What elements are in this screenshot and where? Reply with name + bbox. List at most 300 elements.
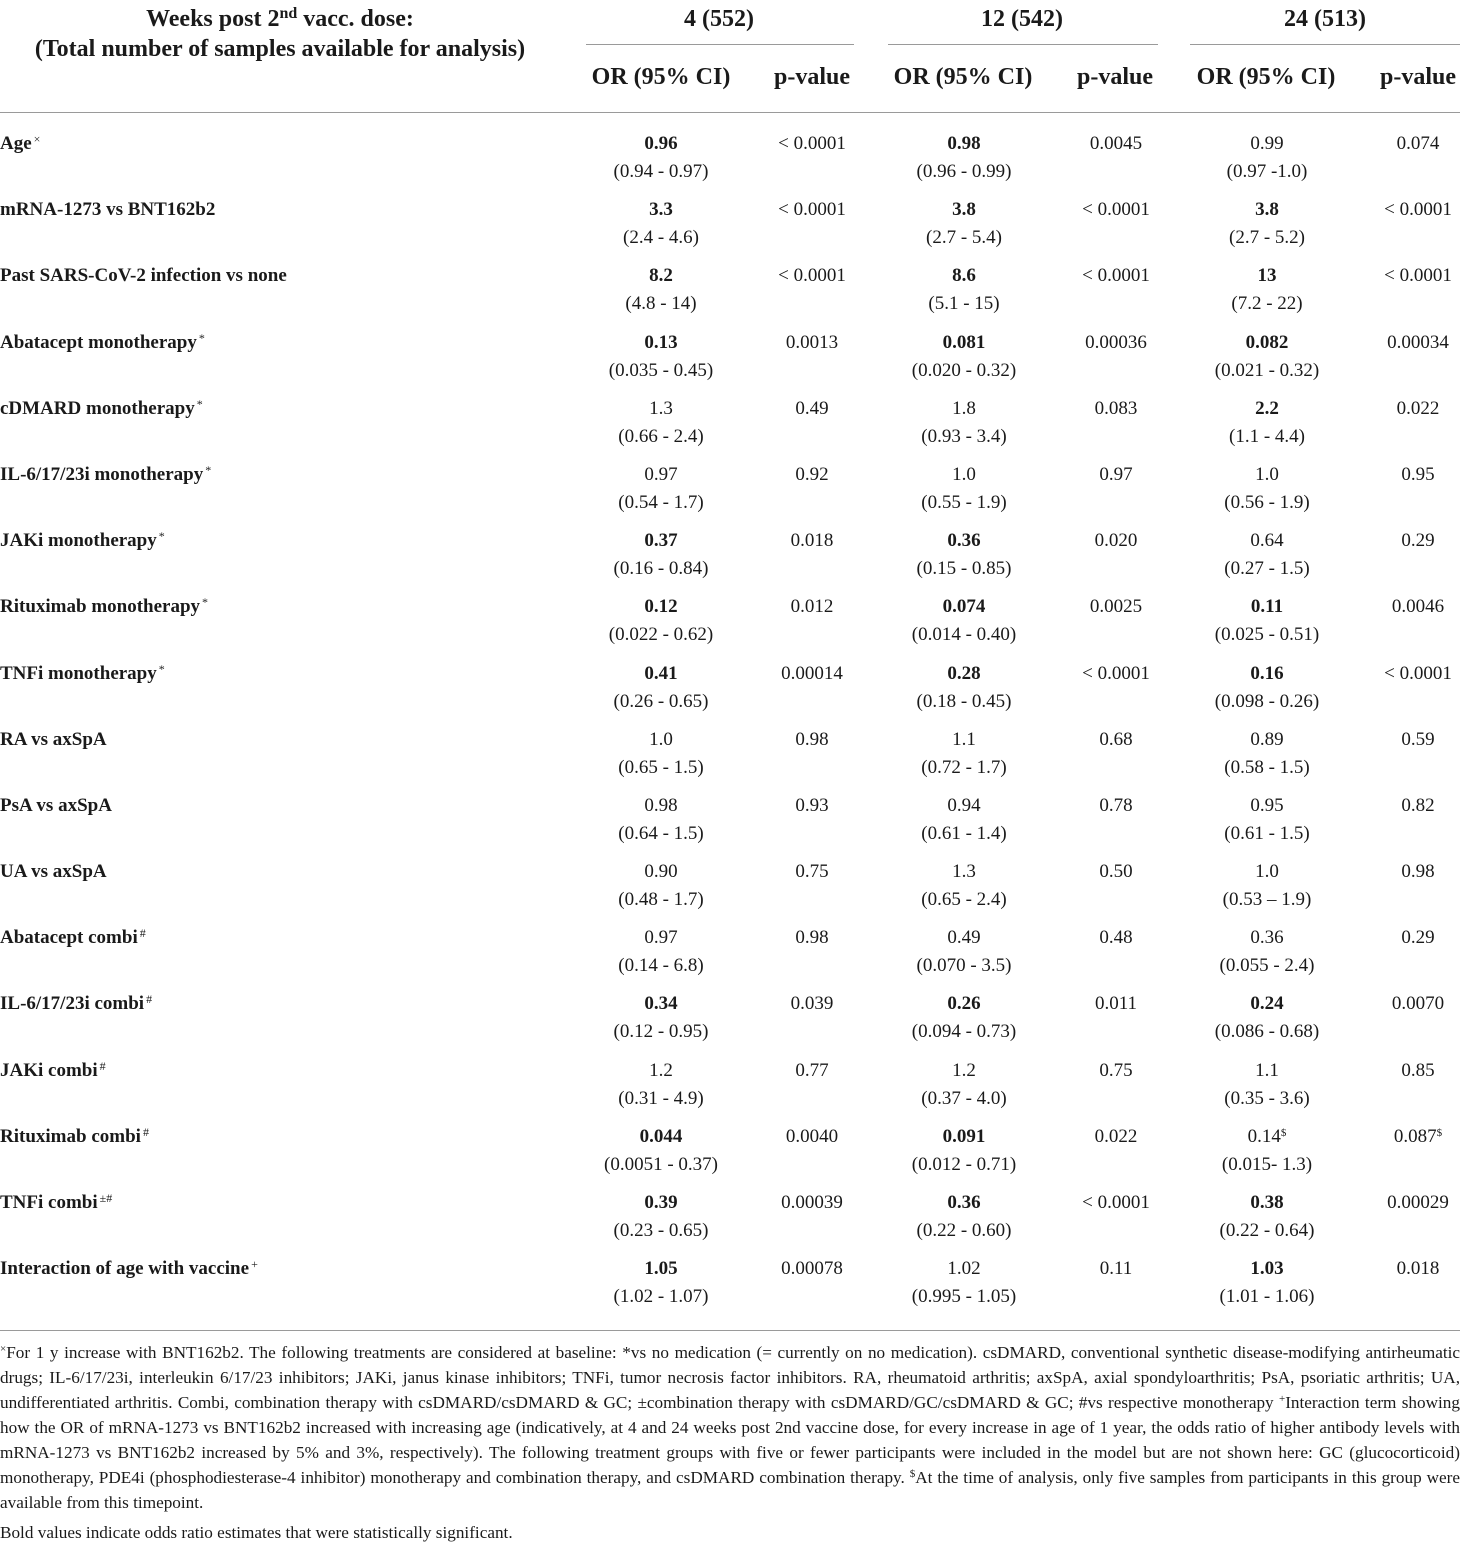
table-row	[0, 327, 1460, 393]
or-cell	[576, 990, 746, 1046]
or-cell	[879, 1057, 1049, 1113]
or-estimate	[1182, 858, 1352, 886]
or-cell	[879, 792, 1049, 848]
p-value: 0.0070	[1391, 993, 1445, 1015]
or-value: 0.26	[947, 993, 981, 1015]
p-value-cell	[1056, 660, 1176, 688]
or-cell	[1182, 262, 1352, 318]
p-value: 0.00078	[781, 1258, 843, 1280]
or-cell	[576, 726, 746, 782]
ci-range: (0.025 - 0.51)	[1214, 624, 1320, 646]
or-value: 1.2	[952, 1059, 976, 1081]
p-value-cell	[752, 726, 872, 754]
or-value: 0.95	[1250, 794, 1284, 816]
or-value: 0.98	[644, 794, 678, 816]
row-label	[0, 463, 211, 487]
or-cell	[576, 1189, 746, 1245]
p-value-cell	[1358, 130, 1460, 158]
ci-range: (0.53 – 1.9)	[1222, 889, 1312, 911]
table-row	[0, 591, 1460, 657]
or-value: 0.98	[947, 133, 981, 154]
or-cell	[879, 990, 1049, 1046]
or-cell	[1182, 130, 1352, 186]
p-value-cell	[1358, 395, 1460, 423]
or-cell	[879, 593, 1049, 649]
col-header-p: p-value	[773, 64, 850, 90]
p-value-cell	[1056, 262, 1176, 290]
or-value: 0.37	[644, 530, 678, 552]
or-cell	[576, 130, 746, 186]
or-estimate	[1182, 1255, 1352, 1283]
p-value-cell	[1358, 1123, 1460, 1151]
or-value: 8.2	[649, 265, 673, 287]
ci-range: (0.97 -1.0)	[1226, 161, 1308, 182]
row-label-text: IL-6/17/23i monotherapy	[0, 463, 204, 485]
or-estimate	[576, 924, 746, 952]
table-row	[0, 1121, 1460, 1187]
or-value: 3.8	[952, 199, 976, 221]
p-value-cell	[752, 196, 872, 224]
ci-range: (4.8 - 14)	[625, 293, 697, 315]
or-value: 0.97	[644, 463, 678, 485]
row-label	[0, 794, 112, 818]
p-value: 0.022	[1094, 1125, 1138, 1147]
group-underline	[586, 44, 854, 45]
p-value: 0.00034	[1387, 331, 1449, 353]
row-label-text: TNFi combi	[0, 1192, 98, 1213]
row-label-text: RA vs axSpA	[0, 728, 107, 750]
p-value-cell	[1056, 990, 1176, 1018]
or-value: 1.05	[644, 1258, 678, 1280]
or-value: 0.41	[644, 662, 678, 684]
p-value: 0.00039	[781, 1192, 843, 1213]
p-value-cell	[1056, 1123, 1176, 1151]
col-header-p: p-value	[1076, 64, 1153, 90]
or-estimate	[576, 130, 746, 158]
row-label-text: Rituximab monotherapy	[0, 596, 201, 618]
p-value: 0.29	[1401, 927, 1435, 949]
p-value-cell	[1056, 1255, 1176, 1283]
p-value-cell	[1358, 262, 1460, 290]
p-value-cell	[1056, 1189, 1176, 1217]
ci-range: (0.27 - 1.5)	[1224, 558, 1310, 580]
p-value: < 0.0001	[1082, 265, 1150, 287]
p-value: 0.018	[790, 530, 834, 552]
or-estimate	[879, 593, 1049, 621]
p-value: 0.98	[795, 728, 829, 750]
or-estimate	[1182, 262, 1352, 290]
p-value-cell	[752, 858, 872, 886]
or-cell	[1182, 990, 1352, 1046]
col-header-or: OR (95% CI)	[893, 64, 1033, 90]
p-value-cell	[1056, 792, 1176, 820]
row-label-text: Rituximab combi	[0, 1125, 141, 1147]
or-value: 0.082	[1245, 331, 1289, 353]
or-value: 1.3	[952, 861, 976, 883]
ci-range: (0.58 - 1.5)	[1224, 756, 1310, 778]
p-value-cell	[752, 395, 872, 423]
or-value: 1.2	[649, 1059, 673, 1081]
ci-range: (0.16 - 0.84)	[613, 558, 709, 580]
ci-range: (2.7 - 5.2)	[1229, 227, 1305, 249]
or-value: 0.14	[1247, 1125, 1281, 1147]
or-cell	[576, 858, 746, 914]
ci-range: (0.12 - 0.95)	[613, 1021, 709, 1043]
or-cell	[1182, 1255, 1352, 1311]
or-estimate	[1182, 593, 1352, 621]
ci-range: (0.18 - 0.45)	[916, 690, 1012, 712]
or-value: 1.0	[952, 463, 976, 485]
ci-range: (5.1 - 15)	[928, 293, 1000, 315]
or-value: 1.02	[947, 1258, 981, 1280]
ci-range: (0.61 - 1.5)	[1224, 822, 1310, 844]
or-value: 0.49	[947, 927, 981, 949]
or-estimate	[1182, 329, 1352, 357]
group-underline	[1190, 44, 1460, 45]
or-estimate	[576, 593, 746, 621]
or-estimate	[1182, 1189, 1352, 1217]
or-estimate	[1182, 792, 1352, 820]
ci-range: (0.48 - 1.7)	[618, 889, 704, 911]
p-value-cell	[752, 262, 872, 290]
p-value-cell	[1358, 1057, 1460, 1085]
p-value-cell	[1358, 527, 1460, 555]
or-estimate	[1182, 1057, 1352, 1085]
row-label	[0, 198, 215, 222]
or-value: 0.091	[942, 1125, 986, 1147]
or-cell	[1182, 461, 1352, 517]
or-cell	[576, 527, 746, 583]
table-row	[0, 128, 1460, 194]
p-value-cell	[752, 461, 872, 489]
p-value: 0.0046	[1391, 596, 1445, 618]
p-value: 0.98	[1401, 861, 1435, 883]
or-footnote-mark: $	[1280, 1126, 1287, 1139]
row-label-mark: #	[139, 926, 146, 941]
or-cell	[879, 858, 1049, 914]
or-cell	[879, 130, 1049, 186]
or-cell	[1182, 593, 1352, 649]
p-value: 0.074	[1396, 133, 1440, 154]
or-value: 0.36	[1250, 927, 1284, 949]
row-label-text: TNFi monotherapy	[0, 662, 157, 684]
or-estimate	[1182, 196, 1352, 224]
p-value-cell	[1056, 726, 1176, 754]
or-value: 0.99	[1250, 133, 1284, 154]
or-cell	[1182, 1057, 1352, 1113]
ci-range: (0.54 - 1.7)	[618, 491, 704, 513]
row-label-text: Abatacept combi	[0, 927, 138, 949]
ci-range: (0.035 - 0.45)	[608, 359, 714, 381]
or-value: 2.2	[1255, 397, 1279, 419]
group-header-4wk: 4 (552)	[684, 6, 754, 32]
p-value: 0.0040	[785, 1125, 839, 1147]
or-estimate	[879, 726, 1049, 754]
table-row	[0, 922, 1460, 988]
or-cell	[879, 329, 1049, 385]
ci-range: (0.35 - 3.6)	[1224, 1087, 1310, 1109]
or-cell	[576, 924, 746, 980]
or-value: 0.28	[947, 662, 981, 684]
or-cell	[879, 1255, 1049, 1311]
or-estimate	[879, 858, 1049, 886]
header-divider	[0, 112, 1460, 113]
bold-values-note: Bold values indicate odds ratio estimates that were statistically significant.	[0, 1523, 513, 1542]
row-label-text: IL-6/17/23i combi	[0, 993, 145, 1015]
row-label-text: Past SARS-CoV-2 infection vs none	[0, 265, 287, 287]
table-row	[0, 260, 1460, 326]
ci-range: (0.26 - 0.65)	[613, 690, 709, 712]
p-value: 0.0013	[785, 331, 839, 353]
ci-range: (0.94 - 0.97)	[613, 161, 709, 182]
row-label	[0, 1257, 258, 1281]
p-value: < 0.0001	[1082, 662, 1150, 684]
ci-range: (0.22 - 0.64)	[1219, 1220, 1315, 1241]
ci-range: (0.23 - 0.65)	[613, 1220, 709, 1241]
or-cell	[1182, 726, 1352, 782]
or-value: 1.0	[1255, 463, 1279, 485]
or-estimate	[879, 395, 1049, 423]
p-value-cell	[752, 1123, 872, 1151]
p-value: 0.93	[795, 794, 829, 816]
or-cell	[576, 1123, 746, 1179]
ci-range: (0.020 - 0.32)	[911, 359, 1017, 381]
or-estimate	[879, 792, 1049, 820]
or-estimate	[879, 1057, 1049, 1085]
p-value: 0.083	[1094, 397, 1138, 419]
or-cell	[879, 196, 1049, 252]
row-label-text: PsA vs axSpA	[0, 794, 112, 816]
row-label-mark: *	[196, 396, 203, 411]
or-estimate	[576, 1123, 746, 1151]
or-value: 0.34	[644, 993, 678, 1015]
ci-range: (1.01 - 1.06)	[1219, 1286, 1315, 1308]
p-value: 0.97	[1099, 463, 1133, 485]
or-estimate	[576, 858, 746, 886]
p-value: 0.00014	[781, 662, 843, 684]
ci-range: (0.66 - 2.4)	[618, 425, 704, 447]
p-value: 0.82	[1401, 794, 1435, 816]
or-estimate	[879, 461, 1049, 489]
p-value-cell	[1358, 726, 1460, 754]
or-cell	[879, 1189, 1049, 1245]
p-value-cell	[752, 1255, 872, 1283]
ci-range: (0.61 - 1.4)	[921, 822, 1007, 844]
row-label	[0, 132, 40, 156]
or-value: 0.94	[947, 794, 981, 816]
p-value: 0.50	[1099, 861, 1133, 883]
p-value-cell	[1056, 527, 1176, 555]
ci-range: (0.22 - 0.60)	[916, 1220, 1012, 1241]
p-value: 0.49	[795, 397, 829, 419]
or-cell	[576, 593, 746, 649]
or-value: 0.12	[644, 596, 678, 618]
p-value: 0.92	[795, 463, 829, 485]
or-value: 0.13	[644, 331, 678, 353]
p-value: 0.00036	[1085, 331, 1147, 353]
or-value: 0.36	[947, 530, 981, 552]
p-value: < 0.0001	[1082, 199, 1150, 221]
ci-range: (1.1 - 4.4)	[1229, 425, 1305, 447]
row-label	[0, 595, 208, 619]
or-value: 1.03	[1250, 1258, 1284, 1280]
p-value-cell	[1056, 395, 1176, 423]
ci-range: (0.96 - 0.99)	[916, 161, 1012, 182]
or-cell	[1182, 660, 1352, 716]
or-cell	[1182, 527, 1352, 583]
or-cell	[879, 461, 1049, 517]
row-label-mark: *	[202, 595, 209, 610]
or-value: 13	[1257, 265, 1277, 287]
row-label-mark: *	[158, 661, 165, 676]
or-estimate	[879, 130, 1049, 158]
row-label	[0, 397, 203, 421]
or-estimate	[576, 1189, 746, 1217]
row-label-mark: *	[158, 529, 165, 544]
p-value: 0.11	[1099, 1258, 1133, 1280]
ci-range: (2.7 - 5.4)	[926, 227, 1002, 249]
or-cell	[879, 1123, 1049, 1179]
row-label	[0, 926, 146, 950]
ci-range: (0.55 - 1.9)	[921, 491, 1007, 513]
p-value-cell	[1358, 792, 1460, 820]
or-value: 0.89	[1250, 728, 1284, 750]
or-estimate	[879, 1123, 1049, 1151]
p-value-cell	[752, 593, 872, 621]
or-estimate	[576, 395, 746, 423]
table-bottom-rule	[0, 1330, 1460, 1331]
ci-range: (0.014 - 0.40)	[911, 624, 1017, 646]
row-label-text: mRNA-1273 vs BNT162b2	[0, 199, 216, 221]
p-value-cell	[1056, 196, 1176, 224]
ci-range: (0.055 - 2.4)	[1219, 955, 1315, 977]
or-value: 0.081	[942, 331, 986, 353]
or-value: 1.1	[1255, 1059, 1279, 1081]
or-cell	[1182, 329, 1352, 385]
table-row	[0, 724, 1460, 790]
group-header-24wk: 24 (513)	[1284, 6, 1366, 32]
or-cell	[879, 924, 1049, 980]
row-label-mark: ±#	[99, 1191, 113, 1205]
or-value: 8.6	[952, 265, 976, 287]
or-estimate	[1182, 660, 1352, 688]
or-value: 0.96	[644, 133, 678, 154]
or-estimate	[879, 660, 1049, 688]
row-label-text: Abatacept monotherapy	[0, 331, 197, 353]
p-value: 0.75	[1099, 1059, 1133, 1081]
ci-range: (0.65 - 2.4)	[921, 889, 1007, 911]
group-underline	[888, 44, 1158, 45]
row-label-mark: #	[142, 1124, 149, 1139]
row-label-text: JAKi monotherapy	[0, 530, 157, 552]
group-header-12wk: 12 (542)	[981, 6, 1063, 32]
or-value: 0.24	[1250, 993, 1284, 1015]
p-footnote-mark: $	[1436, 1126, 1443, 1139]
table-row	[0, 459, 1460, 525]
or-estimate	[1182, 395, 1352, 423]
p-value: 0.48	[1099, 927, 1133, 949]
p-value-cell	[1358, 924, 1460, 952]
p-value-cell	[1358, 858, 1460, 886]
or-value: 0.97	[644, 927, 678, 949]
or-cell	[1182, 196, 1352, 252]
row-label-text: cDMARD monotherapy	[0, 397, 195, 419]
or-estimate	[879, 262, 1049, 290]
row-label-text: JAKi combi	[0, 1059, 98, 1081]
or-estimate	[576, 527, 746, 555]
or-cell	[576, 329, 746, 385]
or-estimate	[1182, 461, 1352, 489]
or-value: 0.11	[1250, 596, 1284, 618]
row-label	[0, 1125, 149, 1149]
ci-range: (0.015- 1.3)	[1221, 1153, 1313, 1175]
row-label-text: Interaction of age with vaccine	[0, 1258, 250, 1280]
or-estimate	[1182, 726, 1352, 754]
p-value-cell	[752, 792, 872, 820]
p-value-cell	[752, 130, 872, 158]
or-estimate	[576, 329, 746, 357]
header-title-line2: (Total number of samples available for analysis)	[34, 36, 526, 62]
or-estimate	[576, 990, 746, 1018]
table-footnote: ×For 1 y increase with BNT162b2. The following treatments are considered at baseline: *vs no medication (= currently on no medication). csDMARD, conventional synthetic disease-modifying antirheumatic drugs; IL-6/17/23i, interleukin 6/17/23 inhibitors; JAKi, janus kinase inhibitors; TNFi, tumor necrosis factor inhibitors. RA, rheumatoid arthritis; axSpA, axial spondyloarthritis; PsA, psoriatic arthritis; UA, undifferentiated arthritis. Combi, combination therapy with csDMARD/csDMARD & GC; ±combination therapy with csDMARD/GC/csDMARD & GC; #vs respective monotherapy +Interaction term showing how the OR of mRNA-1273 vs BNT162b2 increased with increasing age (indicatively, at 4 and 24 weeks post 2nd vaccine dose, for every increase in age of 1 year, the odds ratio of higher antibody levels with mRNA-1273 vs BNT162b2 increased by 5% and 3%, respectively). The following treatment groups with five or fewer participants were included in the model but are not shown here: GC (glucocorticoid) monotherapy, PDE4i (phosphodiesterase-4 inhibitor) monotherapy and combination therapy, and csDMARD combination therapy. $At the time of analysis, only five samples from participants in this group were available from this timepoint.	[0, 1343, 1460, 1512]
or-value: 0.074	[942, 596, 986, 618]
or-estimate	[576, 1057, 746, 1085]
ci-range: (0.098 - 0.26)	[1214, 690, 1320, 712]
p-value: < 0.0001	[1082, 1192, 1150, 1213]
col-header-or: OR (95% CI)	[591, 64, 731, 90]
row-label-mark: ×	[33, 132, 41, 146]
or-value: 0.38	[1250, 1192, 1284, 1213]
ci-range: (0.0051 - 0.37)	[604, 1153, 718, 1175]
ci-range: (0.65 - 1.5)	[618, 756, 704, 778]
or-cell	[879, 527, 1049, 583]
or-cell	[576, 262, 746, 318]
or-cell	[576, 461, 746, 517]
or-cell	[879, 395, 1049, 451]
ci-range: (0.31 - 4.9)	[618, 1087, 704, 1109]
or-value: 0.16	[1250, 662, 1284, 684]
p-value: 0.012	[790, 596, 834, 618]
or-value: 3.8	[1255, 199, 1279, 221]
p-value-cell	[1056, 924, 1176, 952]
row-label	[0, 1059, 106, 1083]
p-value-cell	[1056, 1057, 1176, 1085]
or-estimate	[879, 196, 1049, 224]
p-value-cell	[1056, 130, 1176, 158]
row-label-text: Age	[0, 133, 32, 154]
or-cell	[576, 792, 746, 848]
p-value-cell	[1358, 329, 1460, 357]
or-estimate	[1182, 130, 1352, 158]
or-cell	[1182, 1123, 1352, 1179]
p-value: 0.0045	[1089, 133, 1143, 154]
table-row	[0, 194, 1460, 260]
p-value-cell	[752, 1057, 872, 1085]
p-value-cell	[1056, 858, 1176, 886]
table-header	[0, 0, 1460, 113]
or-value: 0.044	[639, 1125, 683, 1147]
p-value: 0.68	[1099, 728, 1133, 750]
p-value-cell	[752, 1189, 872, 1217]
p-value: 0.98	[795, 927, 829, 949]
or-cell	[879, 726, 1049, 782]
p-value-cell	[1358, 660, 1460, 688]
row-label	[0, 264, 287, 288]
or-value: 1.0	[1255, 861, 1279, 883]
p-value: 0.29	[1401, 530, 1435, 552]
table-row	[0, 393, 1460, 459]
table-row	[0, 856, 1460, 922]
